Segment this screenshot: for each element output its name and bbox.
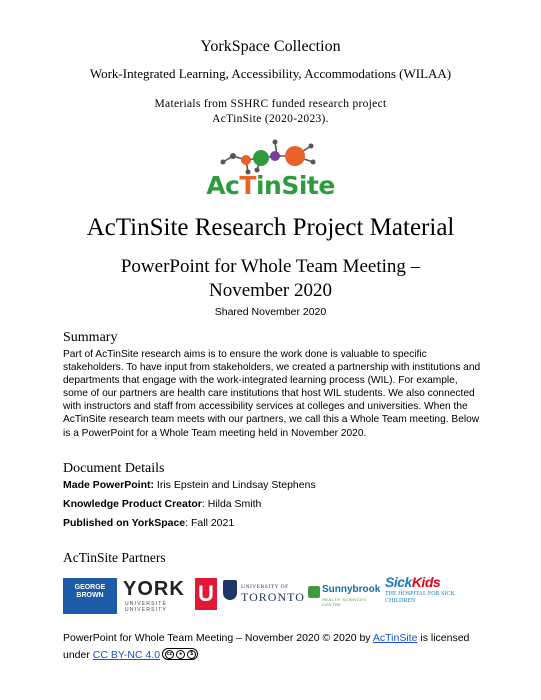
partners-heading: AcTinSite Partners xyxy=(63,550,166,565)
george-brown-logo: GEORGE BROWN xyxy=(63,578,117,614)
york-word: YORK xyxy=(123,578,185,600)
license-link[interactable]: CC BY-NC 4.0 xyxy=(92,649,161,661)
toronto-crest-icon xyxy=(223,580,237,600)
logo-in: in xyxy=(255,171,282,200)
collection-title: YorkSpace Collection xyxy=(200,38,341,55)
sunnybrook-name: Sunnybrook xyxy=(322,584,381,595)
actinsite-logo xyxy=(0,171,541,200)
logo-t: T xyxy=(239,171,256,200)
creator-value: : Hilda Smith xyxy=(201,498,262,510)
logo-ac: Ac xyxy=(206,171,240,200)
york-sub: UNIVERSITÉ UNIVERSITY xyxy=(125,601,168,613)
cc-icon: cc xyxy=(166,651,173,658)
sickkids-kids: Kids xyxy=(411,574,441,590)
subcollection-title: Work-Integrated Learning, Accessibility, Accommodations (WILAA) xyxy=(89,66,452,81)
main-title: AcTinSite Research Project Material xyxy=(86,214,455,241)
details-heading: Document Details xyxy=(63,461,165,476)
sunnybrook-sub: HEALTH SCIENCES CENTRE xyxy=(322,597,367,607)
york-university-logo xyxy=(123,576,215,616)
actinsite-molecule-icon xyxy=(213,136,328,176)
footer-text-2: is licensed under xyxy=(63,632,470,661)
detail-made-powerpoint xyxy=(63,479,316,491)
made-label: Made PowerPoint: xyxy=(63,479,155,491)
york-u-icon: U xyxy=(195,578,217,610)
by-icon: ● xyxy=(176,650,185,659)
ppt-title-line-1: PowerPoint for Whole Team Meeting – xyxy=(120,256,421,277)
license-footer xyxy=(63,630,483,664)
published-label: Published on YorkSpace xyxy=(63,517,186,529)
published-value: : Fall 2021 xyxy=(185,517,235,529)
sickkids-sub: THE HOSPITAL FOR SICK CHILDREN xyxy=(385,591,455,604)
actinsite-link[interactable]: AcTinSite xyxy=(372,632,418,644)
cc-license-badge[interactable] xyxy=(162,648,198,660)
made-value: Iris Epstein and Lindsay Stephens xyxy=(154,479,316,491)
ppt-title-line-2: November 2020 xyxy=(209,280,332,301)
shared-date: Shared November 2020 xyxy=(214,306,327,318)
sunnybrook-leaf-icon xyxy=(308,586,320,598)
materials-line-1: Materials from SSHRC funded research project xyxy=(154,98,387,110)
toronto-big: TORONTO xyxy=(241,590,305,604)
toronto-small: UNIVERSITY OF xyxy=(241,584,289,590)
detail-published xyxy=(63,517,234,529)
nc-icon: $ xyxy=(187,650,196,659)
university-of-toronto-logo xyxy=(223,578,303,614)
logo-site: Site xyxy=(281,171,335,200)
sickkids-logo xyxy=(385,574,485,616)
footer-text-1: PowerPoint for Whole Team Meeting – November 2020 © 2020 by xyxy=(63,632,373,644)
summary-heading: Summary xyxy=(63,330,118,345)
creator-label: Knowledge Product Creator xyxy=(63,498,202,510)
sickkids-sick: Sick xyxy=(385,574,412,590)
sunnybrook-logo xyxy=(308,584,380,612)
detail-creator xyxy=(63,498,261,510)
sickkids-name xyxy=(385,574,440,590)
materials-line-2: AcTinSite (2020-2023). xyxy=(212,113,329,125)
partner-logos xyxy=(63,574,483,616)
summary-body: Part of AcTinSite research aims is to ensure the work done is valuable to specific stakeholders. To have input from stakeholders, we created a partnership with institutions and departments that engage with the work-integrated learning process (WIL). For example, some of our partners are health care institutions that host WIL students. We also connected with instructors and staff from accessibility services at colleges and universities. When the AcTinSite research team meets with our partners, we call this a Whole Team meeting. Below is a PowerPoint for a Whole Team meeting held in November 2020. xyxy=(63,349,481,439)
